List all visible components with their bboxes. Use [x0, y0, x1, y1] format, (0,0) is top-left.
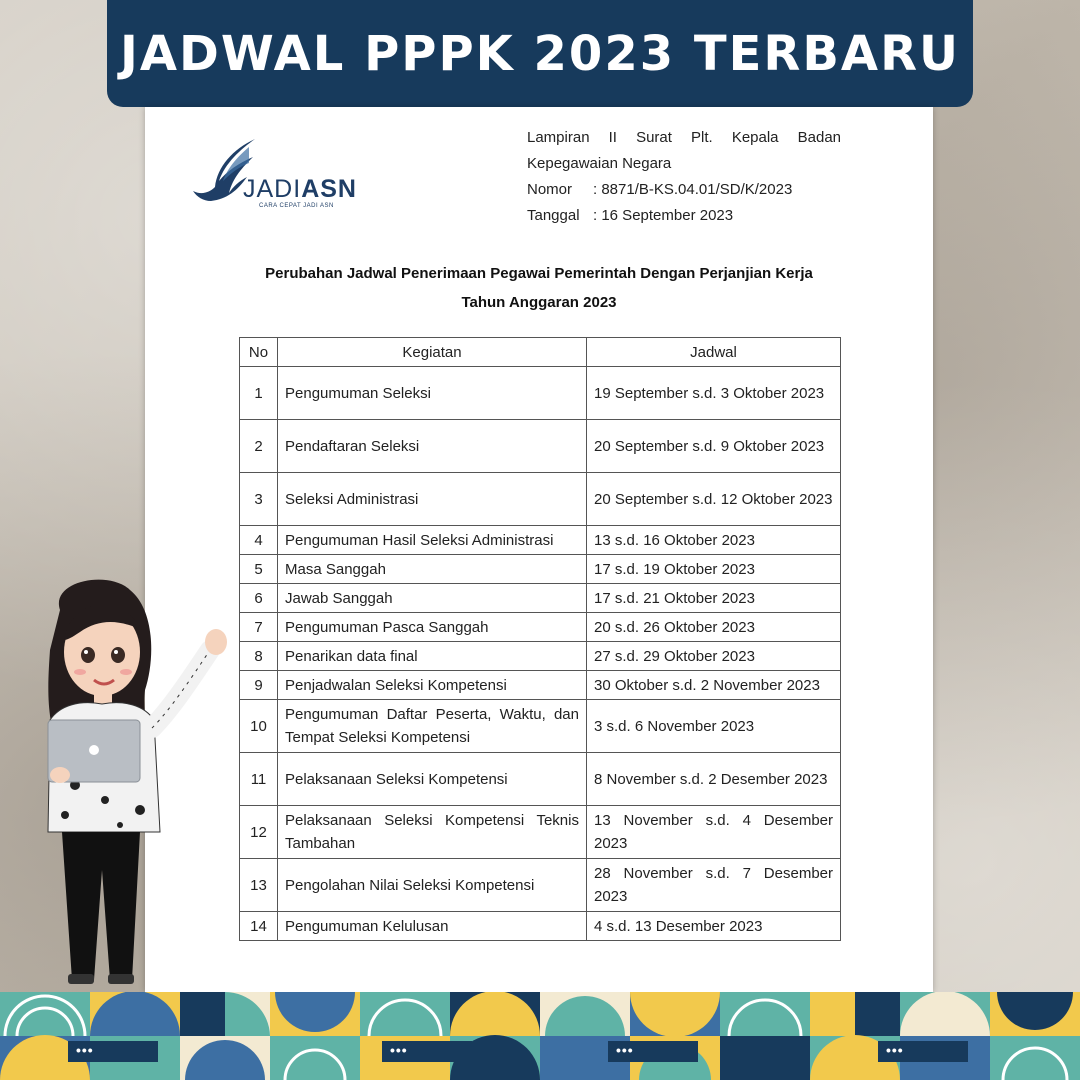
title-banner — [107, 0, 973, 107]
row-jadwal: 13 s.d. 16 Oktober 2023 — [587, 526, 841, 555]
header-no: No — [240, 338, 278, 367]
table-row — [240, 859, 841, 912]
row-jadwal: 19 September s.d. 3 Oktober 2023 — [587, 367, 841, 420]
document-page — [145, 107, 933, 992]
row-kegiatan: Pelaksanaan Seleksi Kompetensi — [278, 753, 587, 806]
row-kegiatan: Pelaksanaan Seleksi Kompetensi Teknis Tambahan — [278, 806, 587, 859]
row-jadwal: 27 s.d. 29 Oktober 2023 — [587, 642, 841, 671]
ref-word: Kepala — [731, 129, 779, 146]
table-row — [240, 613, 841, 642]
row-no: 6 — [240, 584, 278, 613]
ref-word: Surat — [636, 129, 672, 146]
row-jadwal: 17 s.d. 21 Oktober 2023 — [587, 584, 841, 613]
table-row — [240, 806, 841, 859]
logo-tagline: CARA CEPAT JADI ASN — [259, 203, 334, 209]
letter-ref-line1 — [527, 125, 841, 151]
table-row — [240, 753, 841, 806]
row-kegiatan: Masa Sanggah — [278, 555, 587, 584]
letter-ref-nomor — [527, 177, 841, 203]
ref-word: Plt. — [691, 129, 713, 146]
row-no: 11 — [240, 753, 278, 806]
header-jadwal: Jadwal — [587, 338, 841, 367]
table-row — [240, 642, 841, 671]
letter-reference — [527, 125, 841, 229]
tanggal-label: Tanggal — [527, 207, 580, 224]
table-header-row — [240, 338, 841, 367]
tanggal-value: : 16 September 2023 — [593, 207, 734, 224]
row-no: 9 — [240, 671, 278, 700]
jadiasn-logo — [193, 137, 357, 212]
row-no: 10 — [240, 700, 278, 753]
table-row — [240, 473, 841, 526]
nomor-label: Nomor — [527, 181, 573, 198]
row-jadwal: 20 September s.d. 9 Oktober 2023 — [587, 420, 841, 473]
table-row — [240, 912, 841, 941]
row-no: 2 — [240, 420, 278, 473]
woman-with-laptop-illustration — [20, 570, 240, 990]
row-no: 14 — [240, 912, 278, 941]
footer-pill: ••• — [878, 1041, 968, 1062]
row-jadwal: 13 November s.d. 4 Desember 2023 — [587, 806, 841, 859]
table-row — [240, 420, 841, 473]
letter-ref-line2: Kepegawaian Negara — [527, 155, 672, 172]
row-no: 4 — [240, 526, 278, 555]
row-no: 3 — [240, 473, 278, 526]
letter-ref-tanggal — [527, 203, 841, 229]
footer-pill: ••• — [68, 1041, 158, 1062]
row-jadwal: 20 s.d. 26 Oktober 2023 — [587, 613, 841, 642]
document-title-line2: Tahun Anggaran 2023 — [461, 294, 617, 311]
footer-pill: ••• — [608, 1041, 698, 1062]
banner-title: JADWAL PPPK 2023 TERBARU — [120, 25, 960, 82]
table-row — [240, 671, 841, 700]
row-no: 12 — [240, 806, 278, 859]
table-row — [240, 700, 841, 753]
row-jadwal: 3 s.d. 6 November 2023 — [587, 700, 841, 753]
row-no: 13 — [240, 859, 278, 912]
row-jadwal: 4 s.d. 13 Desember 2023 — [587, 912, 841, 941]
row-kegiatan: Jawab Sanggah — [278, 584, 587, 613]
row-no: 8 — [240, 642, 278, 671]
document-title — [145, 259, 933, 317]
ref-word: Badan — [797, 129, 841, 146]
row-kegiatan: Pengumuman Hasil Seleksi Administrasi — [278, 526, 587, 555]
row-kegiatan: Pengumuman Daftar Peserta, Waktu, dan Tempat Seleksi Kompetensi — [278, 700, 587, 753]
table-row — [240, 555, 841, 584]
header-kegiatan: Kegiatan — [278, 338, 587, 367]
schedule-table — [239, 337, 841, 941]
row-jadwal: 17 s.d. 19 Oktober 2023 — [587, 555, 841, 584]
row-kegiatan: Pengumuman Kelulusan — [278, 912, 587, 941]
row-no: 1 — [240, 367, 278, 420]
table-row — [240, 584, 841, 613]
row-kegiatan: Pengumuman Pasca Sanggah — [278, 613, 587, 642]
row-kegiatan: Penarikan data final — [278, 642, 587, 671]
row-jadwal: 28 November s.d. 7 Desember 2023 — [587, 859, 841, 912]
footer-pill: ••• — [382, 1041, 472, 1062]
row-kegiatan: Pengolahan Nilai Seleksi Kompetensi — [278, 859, 587, 912]
document-title-line1: Perubahan Jadwal Penerimaan Pegawai Pemerintah Dengan Perjanjian Kerja — [265, 265, 813, 282]
table-row — [240, 367, 841, 420]
row-no: 5 — [240, 555, 278, 584]
row-no: 7 — [240, 613, 278, 642]
logo-wordmark — [243, 175, 357, 204]
row-kegiatan: Seleksi Administrasi — [278, 473, 587, 526]
decorative-pattern-strip — [0, 992, 1080, 1080]
ref-word: Lampiran — [527, 129, 590, 146]
row-jadwal: 8 November s.d. 2 Desember 2023 — [587, 753, 841, 806]
nomor-value: : 8871/B-KS.04.01/SD/K/2023 — [593, 181, 793, 198]
row-kegiatan: Penjadwalan Seleksi Kompetensi — [278, 671, 587, 700]
ref-word: II — [608, 129, 617, 146]
logo-name-regular: JADI — [243, 175, 302, 203]
row-jadwal: 20 September s.d. 12 Oktober 2023 — [587, 473, 841, 526]
row-kegiatan: Pendaftaran Seleksi — [278, 420, 587, 473]
row-jadwal: 30 Oktober s.d. 2 November 2023 — [587, 671, 841, 700]
row-kegiatan: Pengumuman Seleksi — [278, 367, 587, 420]
logo-name-bold: ASN — [301, 175, 357, 203]
table-row — [240, 526, 841, 555]
